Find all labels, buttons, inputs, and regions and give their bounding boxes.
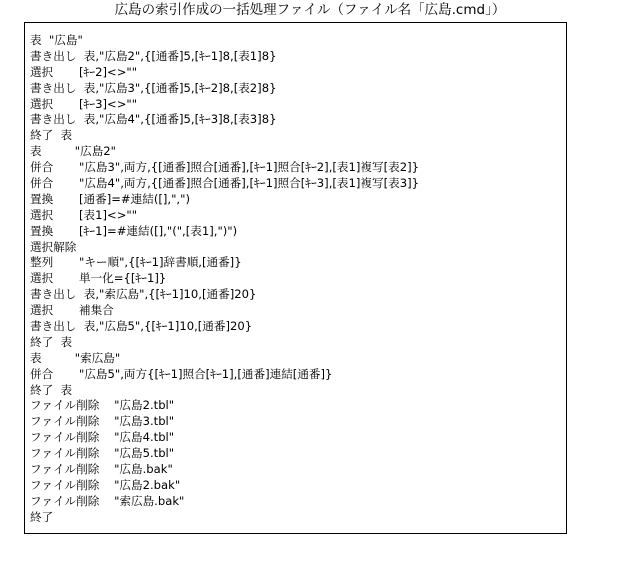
code-line: 書き出し 表,"広島2",{[通番]5,[ｷｰ1]8,[表1]8}: [30, 48, 277, 63]
code-line: 選択解除: [30, 239, 77, 254]
code-line: 終了 表: [30, 334, 73, 349]
code-line: 表 "広島": [30, 33, 83, 47]
code-line: 書き出し 表,"索広島",{[ｷｰ1]10,[通番]20}: [30, 287, 257, 302]
code-line: ファイル削除 "広島2.tbl": [30, 398, 175, 413]
code-line: 併合 "広島4",両方,{[通番]照合[通番],[ｷｰ1]照合[ｷｰ3],[表1]複写[表3]}: [30, 176, 419, 191]
code-line: 併合 "広島5",両方{[ｷｰ1]照合[ｷｰ1],[通番]連結[通番]}: [30, 366, 333, 381]
code-line: 選択 [ｷｰ3]<>"": [30, 96, 138, 111]
code-line: 選択 [ｷｰ2]<>"": [30, 64, 138, 79]
code-listing: [30, 33, 562, 526]
code-line: 置換 [ｷｰ1]=#連結([],"(",[表1],")"): [30, 223, 238, 238]
code-line: 選択 補集合: [30, 303, 114, 318]
code-line: ファイル削除 "広島5.tbl": [30, 446, 175, 461]
code-line: 書き出し 表,"広島4",{[通番]5,[ｷｰ3]8,[表3]8}: [30, 112, 277, 127]
code-line: 書き出し 表,"広島3",{[通番]5,[ｷｰ2]8,[表2]8}: [30, 80, 277, 95]
page-title: 広島の索引作成の一括処理ファイル（ファイル名「広島.cmd」）: [114, 2, 506, 18]
code-line: 書き出し 表,"広島5",{[ｷｰ1]10,[通番]20}: [30, 319, 253, 334]
code-line: ファイル削除 "広島.bak": [30, 462, 173, 477]
code-line: 選択 単一化={[ｷｰ1]}: [30, 271, 167, 286]
code-line: ファイル削除 "広島4.tbl": [30, 430, 175, 445]
code-listing-box: [24, 22, 567, 534]
code-line: ファイル削除 "広島3.tbl": [30, 414, 175, 429]
code-line: 終了 表: [30, 382, 73, 397]
code-line: 終了: [30, 509, 54, 524]
code-line: ファイル削除 "索広島.bak": [30, 493, 185, 508]
code-line: ファイル削除 "広島2.bak": [30, 477, 181, 492]
code-line: 終了 表: [30, 128, 73, 143]
code-line: 表 "索広島": [30, 350, 121, 365]
code-line: 置換 [通番]=#連結([],","): [30, 191, 190, 206]
code-line: 併合 "広島3",両方,{[通番]照合[通番],[ｷｰ1]照合[ｷｰ2],[表1]複写[表2]}: [30, 160, 419, 175]
code-line: 選択 [表1]<>"": [30, 207, 138, 222]
code-line: 表 "広島2": [30, 144, 116, 159]
code-line: 整列 "キー順",{[ｷｰ1]辞書順,[通番]}: [30, 255, 242, 270]
